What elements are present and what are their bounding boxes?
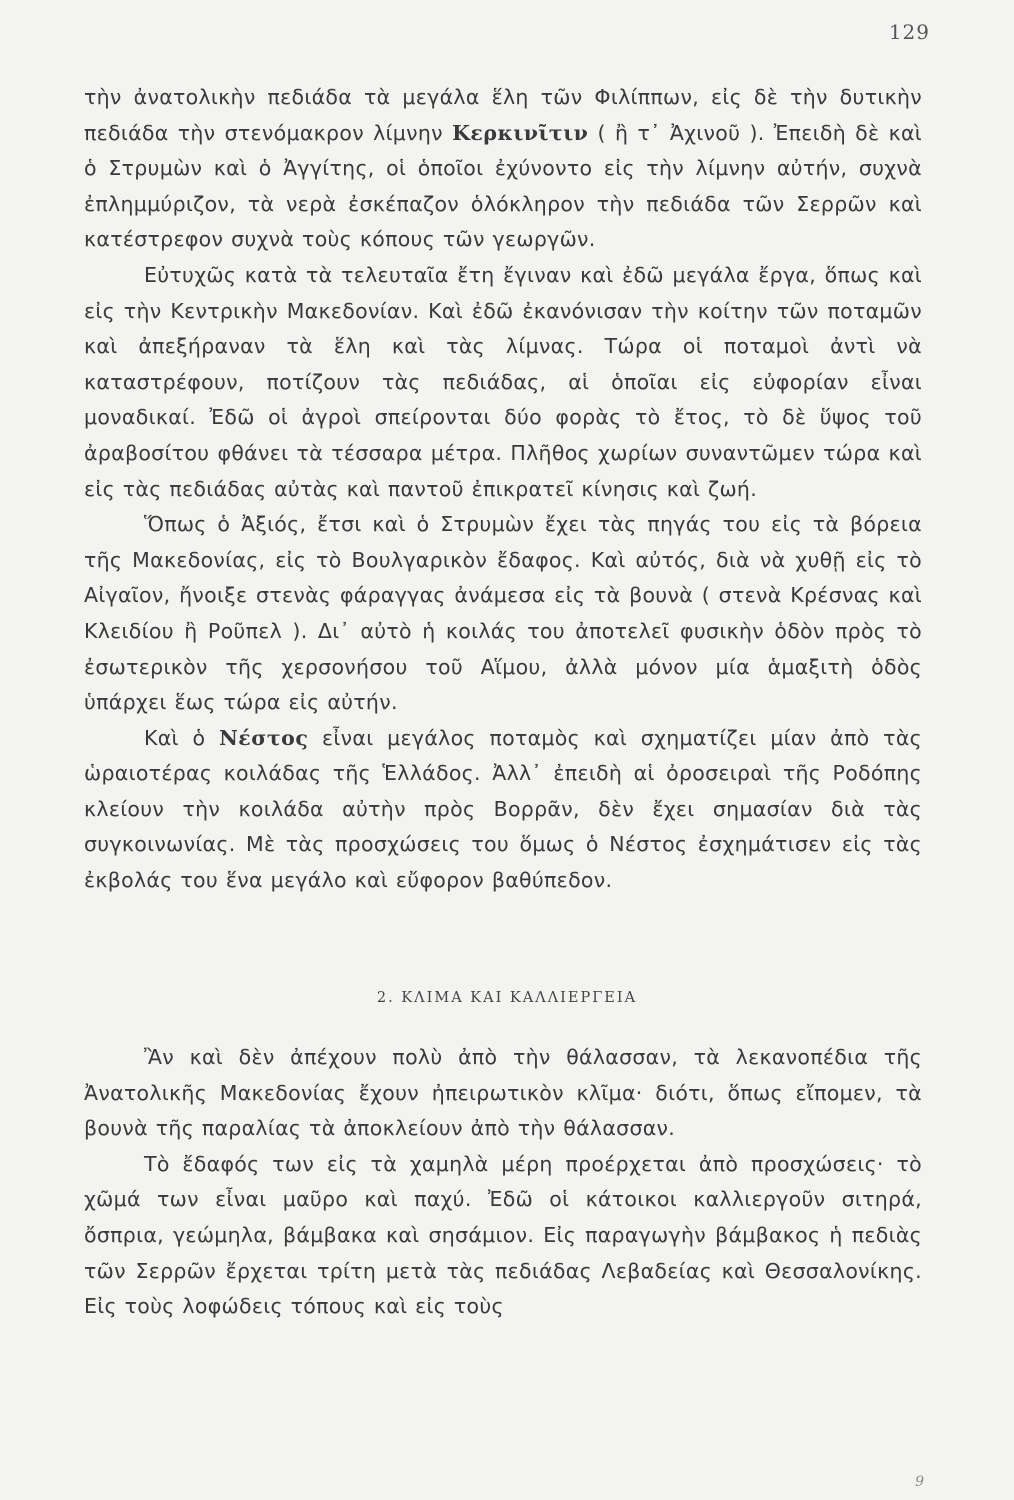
- paragraph-strymon: Ὅπως ὁ Ἀξιός, ἔτσι καὶ ὁ Στρυμὼν ἔχει τὰς πηγάς του εἰς τὰ βόρεια τῆς Μακεδονίας, εἰς τὸ Βουλγαρικὸν ἔδαφος. Καὶ αὐτός, διὰ νὰ χυθῇ εἰς τὸ Αἰγαῖον, ἤνοιξε στενὰς φάραγγας ἀνάμεσα εἰς τὰ βουνὰ ( στενὰ Κρέσνας καὶ Κλειδίου ἢ Ροῦπελ ). Δι᾿ αὐτὸ ἡ κοιλάς του ἀποτελεῖ φυσικὴν ὁδὸν πρὸς τὸ ἐσωτερικὸν τῆς χερσονήσου τοῦ Αἵμου, ἀλλὰ μόνον μία ἁμαξιτὴ ὁδὸς ὑπάρχει ἕως τώρα εἰς αὐτήν.: [84, 512, 922, 715]
- body-text-top: [84, 80, 922, 899]
- paragraph-nestos: [84, 721, 922, 899]
- section-heading: 2. ΚΛΙΜΑ ΚΑΙ ΚΑΛΛΙΕΡΓΕΙΑ: [376, 990, 638, 1006]
- page-number: 129: [888, 20, 930, 44]
- paragraph-text: τὴν ἀνατολικὴν πεδιάδα τὰ μεγάλα ἕλη τῶν Φιλίππων, εἰς δὲ τὴν δυτικὴν πεδιάδα τὴν στενόμακρον λίμνην: [84, 85, 922, 145]
- body-text-bottom: [84, 1040, 922, 1325]
- signature-mark: 9: [915, 1474, 924, 1490]
- paragraph-text: Καὶ ὁ: [144, 725, 220, 750]
- lake-name-kerkinitis: Κερκινῖτιν: [452, 120, 589, 145]
- paragraph-text: ( ἢ τ᾿ Ἀχινοῦ ). Ἐπειδὴ δὲ καὶ ὁ Στρυμὼν καὶ ὁ Ἀγγίτης, οἱ ὁποῖοι ἐχύνοντο εἰς τὴν λίμνην αὐτήν, συχνὰ ἐπλημμύριζον, τὰ νερὰ ἐσκέπαζον ὁλόκληρον τὴν πεδιάδα τῶν Σερρῶν καὶ κατέστρεφον συχνὰ τοὺς κόπους τῶν γεωργῶν.: [84, 120, 922, 252]
- paragraph-text: εἶναι μεγάλος ποταμὸς καὶ σχηματίζει μίαν ἀπὸ τὰς ὡραιοτέρας κοιλάδας τῆς Ἑλλάδος. Ἀλλ᾿ ἐπειδὴ αἱ ὀροσειραὶ τῆς Ροδόπης κλείουν τὴν κοιλάδα αὐτὴν πρὸς Βορρᾶν, δὲν ἔχει σημασίαν διὰ τὰς συγκοινωνίας. Μὲ τὰς προσχώσεις του ὅμως ὁ Νέστος ἐσχημάτισεν εἰς τὰς ἐκβολάς του ἕνα μεγάλο καὶ εὔφορον βαθύπεδον.: [84, 725, 922, 893]
- paragraph-soil: Τὸ ἔδαφός των εἰς τὰ χαμηλὰ μέρη προέρχεται ἀπὸ προσχώσεις· τὸ χῶμά των εἶναι μαῦρο καὶ παχύ. Ἐδῶ οἱ κάτοικοι καλλιεργοῦν σιτηρά, ὄσπρια, γεώμηλα, βάμβακα καὶ σησάμιον. Εἰς παραγωγὴν βάμβακος ἡ πεδιὰς τῶν Σερρῶν ἔρχεται τρίτη μετὰ τὰς πεδιάδας Λεβαδείας καὶ Θεσσαλονίκης. Εἰς τοὺς λοφώδεις τόπους καὶ εἰς τοὺς: [84, 1151, 922, 1319]
- paragraph-climate: Ἂν καὶ δὲν ἀπέχουν πολὺ ἀπὸ τὴν θάλασσαν, τὰ λεκανοπέδια τῆς Ἀνατολικῆς Μακεδονίας ἔχουν ἠπειρωτικὸν κλῖμα· διότι, ὅπως εἴπομεν, τὰ βουνὰ τῆς παραλίας τὰ ἀποκλείουν ἀπὸ τὴν θάλασσαν.: [84, 1045, 922, 1141]
- paragraph-continuation: [84, 80, 922, 258]
- paragraph-fortunately: Εὐτυχῶς κατὰ τὰ τελευταῖα ἔτη ἔγιναν καὶ ἐδῶ μεγάλα ἔργα, ὅπως καὶ εἰς τὴν Κεντρικὴν Μακεδονίαν. Καὶ ἐδῶ ἐκανόνισαν τὴν κοίτην τῶν ποταμῶν καὶ ἀπεξήραναν τὰ ἕλη καὶ τὰς λίμνας. Τώρα οἱ ποταμοὶ ἀντὶ νὰ καταστρέφουν, ποτίζουν τὰς πεδιάδας, αἱ ὁποῖαι εἰς εὐφορίαν εἶναι μοναδικαί. Ἐδῶ οἱ ἀγροὶ σπείρονται δύο φορὰς τὸ ἔτος, τὸ δὲ ὕψος τοῦ ἀραβοσίτου φθάνει τὰ τέσσαρα μέτρα. Πλῆθος χωρίων συναντῶμεν τώρα καὶ εἰς τὰς πεδιάδας αὐτὰς καὶ παντοῦ ἐπικρατεῖ κίνησις καὶ ζωή.: [84, 262, 922, 501]
- river-name-nestos: Νέστος: [219, 725, 309, 750]
